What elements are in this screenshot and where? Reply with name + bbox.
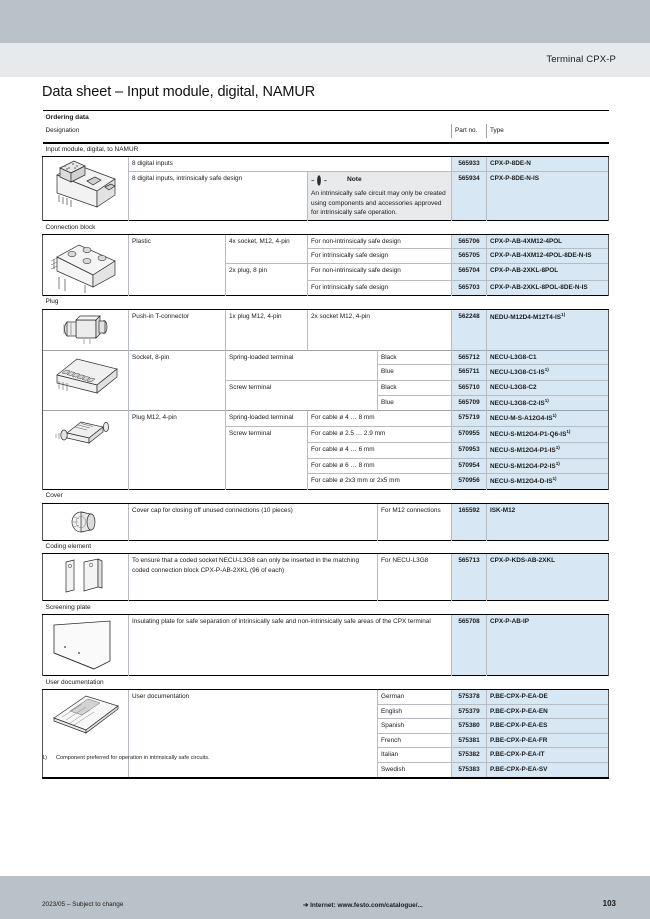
row-designation: User documentation [129,689,378,777]
row-designation: Insulating plate for safe separation of intrinsically safe and non-intrinsically safe areas of the CPX terminal [129,615,452,676]
row-variant: For M12 connections [378,503,452,540]
row-part-no: 565706 [452,234,487,249]
row-type [487,474,609,490]
row-part-no: 565710 [452,380,487,395]
table-row [43,350,609,365]
row-variant: For cable ø 4 … 8 mm [308,411,452,427]
row-part-no: 575383 [452,763,487,778]
row-variant: For cable ø 2.5 … 2.9 mm [308,427,452,443]
row-part-no: 565704 [452,264,487,281]
row-language: English [378,704,452,719]
coding-element-icon [43,554,129,601]
row-language: Spanish [378,719,452,734]
row-language: Swedish [378,763,452,778]
table-row [43,689,609,704]
col-header-type: Type [487,124,609,138]
row-part-no: 575379 [452,704,487,719]
note-header [311,174,448,187]
row-type: NECU-L3G8-C2 [487,380,609,395]
footnote-marker: 1) [552,413,557,419]
table-row [43,411,609,427]
footnote-marker: 1) [566,429,571,435]
type-text: NECU-S-M12G4-P1-IS [490,446,556,454]
row-type [487,309,609,350]
row-type [487,395,609,411]
row-part-no: 565705 [452,249,487,264]
row-variant: For non-intrinsically safe design [308,234,452,249]
row-type: P.BE-CPX-P-EA-ES [487,719,609,734]
footnote-marker: 1) [561,311,566,317]
note-title: Note [347,176,362,184]
row-spec: Spring-loaded terminal [226,411,308,427]
type-text: NEDU-M12D4-M12T4-IS [490,313,562,321]
row-part-no: 565933 [452,157,487,172]
group-label: Input module, digital, to NAMUR [43,143,609,157]
table-caption-row [43,111,609,124]
row-part-no: 562248 [452,309,487,350]
footnote [42,755,210,761]
table-header-row [43,124,609,138]
table-end-rule [43,778,609,779]
type-text: NECU-L3G8-C1-IS [490,369,545,377]
top-band [0,0,650,43]
row-language: French [378,733,452,748]
row-part-no: 565709 [452,395,487,411]
row-spec: 1x plug M12, 4-pin [226,309,308,350]
row-variant: For NECU-L3G8 [378,554,452,601]
row-designation: To ensure that a coded socket NECU-L3G8 can only be inserted in the matching coded connection block CPX-P-AB-2XKL (96 of each) [129,554,378,601]
row-type: P.BE-CPX-P-EA-EN [487,704,609,719]
plug-m12-icon [43,411,129,490]
row-type: CPX-P-AB-4XM12-4POL-8DE-N-IS [487,249,609,264]
group-label: Screening plate [43,601,609,615]
row-part-no: 565713 [452,554,487,601]
row-spec: Spring-loaded terminal [226,350,378,380]
row-designation: Socket, 8-pin [129,350,226,411]
footer-left-text: 2023/05 – Subject to change [42,901,124,908]
row-part-no: 575380 [452,719,487,734]
row-variant: 2x socket M12, 4-pin [308,309,452,350]
row-type: P.BE-CPX-P-EA-IT [487,748,609,763]
type-text: NECU-S-M12G4-P2-IS [490,462,556,470]
row-spec: 2x plug, 8 pin [226,264,308,296]
table-row [43,554,609,601]
row-spec: 4x socket, M12, 4-pin [226,234,308,263]
row-variant: For non-intrinsically safe design [308,264,452,281]
footnote-marker: 1) [552,476,557,482]
row-type [487,427,609,443]
row-part-no: 575378 [452,689,487,704]
row-designation: Plastic [129,234,226,295]
row-part-no: 570954 [452,458,487,474]
note-box [308,171,452,220]
table-row [43,615,609,676]
row-language: German [378,689,452,704]
row-part-no: 565708 [452,615,487,676]
row-variant: For intrinsically safe design [308,281,452,296]
cover-cap-icon [43,503,129,540]
row-part-no: 575382 [452,748,487,763]
footnote-marker: 1) [555,460,560,466]
group-header-user-documentation [43,676,609,690]
row-type: P.BE-CPX-P-EA-SV [487,763,609,778]
group-header-cover [43,489,609,503]
row-type: CPX-P-8DE-N [487,157,609,172]
socket-8pin-icon [43,350,129,411]
row-part-no: 570955 [452,427,487,443]
row-color: Black [378,380,452,395]
footnote-marker: 1) [544,397,549,403]
group-label: Coding element [43,540,609,554]
running-title: Terminal CPX-P [546,54,616,65]
footnote-text: Component preferred for operation in intrinsically safe circuits. [56,755,210,761]
group-label: User documentation [43,676,609,690]
row-spec: Screw terminal [226,380,378,410]
group-header-plug [43,295,609,309]
type-text: NECU-S-M12G4-P1-Q6-IS [490,431,567,439]
row-part-no: 565934 [452,171,487,220]
row-type: ISK-M12 [487,503,609,540]
row-variant: For cable ø 6 … 8 mm [308,458,452,474]
row-spec: Screw terminal [226,427,308,490]
row-part-no: 165592 [452,503,487,540]
group-label: Cover [43,489,609,503]
table-row [43,309,609,350]
row-type: P.BE-CPX-P-EA-FR [487,733,609,748]
table-row [43,157,609,172]
screening-plate-icon [43,615,129,676]
row-part-no: 575719 [452,411,487,427]
group-label: Connection block [43,221,609,235]
row-part-no: 565711 [452,365,487,381]
row-type: CPX-P-AB-IP [487,615,609,676]
row-variant: For cable ø 2x3 mm or 2x5 mm [308,474,452,490]
row-type [487,442,609,458]
row-type [487,458,609,474]
footnote-marker: 1) [555,444,560,450]
type-text: NECU-L3G8-C2-IS [490,399,545,407]
row-type: CPX-P-AB-2XKL-8POL-8DE-N-IS [487,281,609,296]
group-header-screening-plate [43,601,609,615]
row-designation: 8 digital inputs, intrinsically safe design [129,171,308,220]
row-type [487,365,609,381]
row-type: NECU-L3G8-C1 [487,350,609,365]
info-icon [311,174,333,187]
row-designation: Cover cap for closing off unused connections (10 pieces) [129,503,378,540]
row-type: CPX-P-KDS-AB-2XKL [487,554,609,601]
page-title: Data sheet – Input module, digital, NAMUR [42,84,316,100]
table-caption: Ordering data [43,111,609,124]
row-type: P.BE-CPX-P-EA-DE [487,689,609,704]
row-color: Blue [378,395,452,411]
row-designation: 8 digital inputs [129,157,452,172]
table-row [43,503,609,540]
type-text: NECU-M-S-A12G4-IS [490,415,553,423]
row-type: CPX-P-AB-4XM12-4POL [487,234,609,249]
row-type: CPX-P-8DE-N-IS [487,171,609,220]
row-part-no: 565703 [452,281,487,296]
connection-block-icon [43,234,129,295]
type-text: NECU-S-M12G4-D-IS [490,478,553,486]
row-part-no: 570953 [452,442,487,458]
row-variant: For intrinsically safe design [308,249,452,264]
row-type [487,411,609,427]
group-label: Plug [43,295,609,309]
row-part-no: 570956 [452,474,487,490]
col-header-designation: Designation [45,126,80,134]
footer-band [0,876,650,919]
row-designation: Plug M12, 4-pin [129,411,226,490]
row-designation: Push-in T-connector [129,309,226,350]
group-header-input-module [43,143,609,157]
row-language: Italian [378,748,452,763]
row-color: Blue [378,365,452,381]
col-header-part-no: Part no. [452,124,487,138]
note-text: An intrinsically safe circuit may only be created using components and accessories approved for intrinsically safe operation. [311,189,446,217]
ordering-data-table [42,110,608,779]
cpx-module-icon [43,157,129,221]
row-part-no: 565712 [452,350,487,365]
row-type: CPX-P-AB-2XKL-8POL [487,264,609,281]
group-header-connection-block [43,221,609,235]
footnote-mark: 1) [42,755,47,761]
user-documentation-icon [43,689,129,777]
footer-internet-link[interactable]: ➔ Internet: www.festo.com/catalogue/... [303,902,423,909]
footnote-marker: 1) [544,367,549,373]
table-row [43,234,609,249]
row-part-no: 575381 [452,733,487,748]
group-header-coding-element [43,540,609,554]
page-number: 103 [602,899,616,908]
row-color: Black [378,350,452,365]
row-variant: For cable ø 4 … 6 mm [308,442,452,458]
t-connector-icon [43,309,129,350]
